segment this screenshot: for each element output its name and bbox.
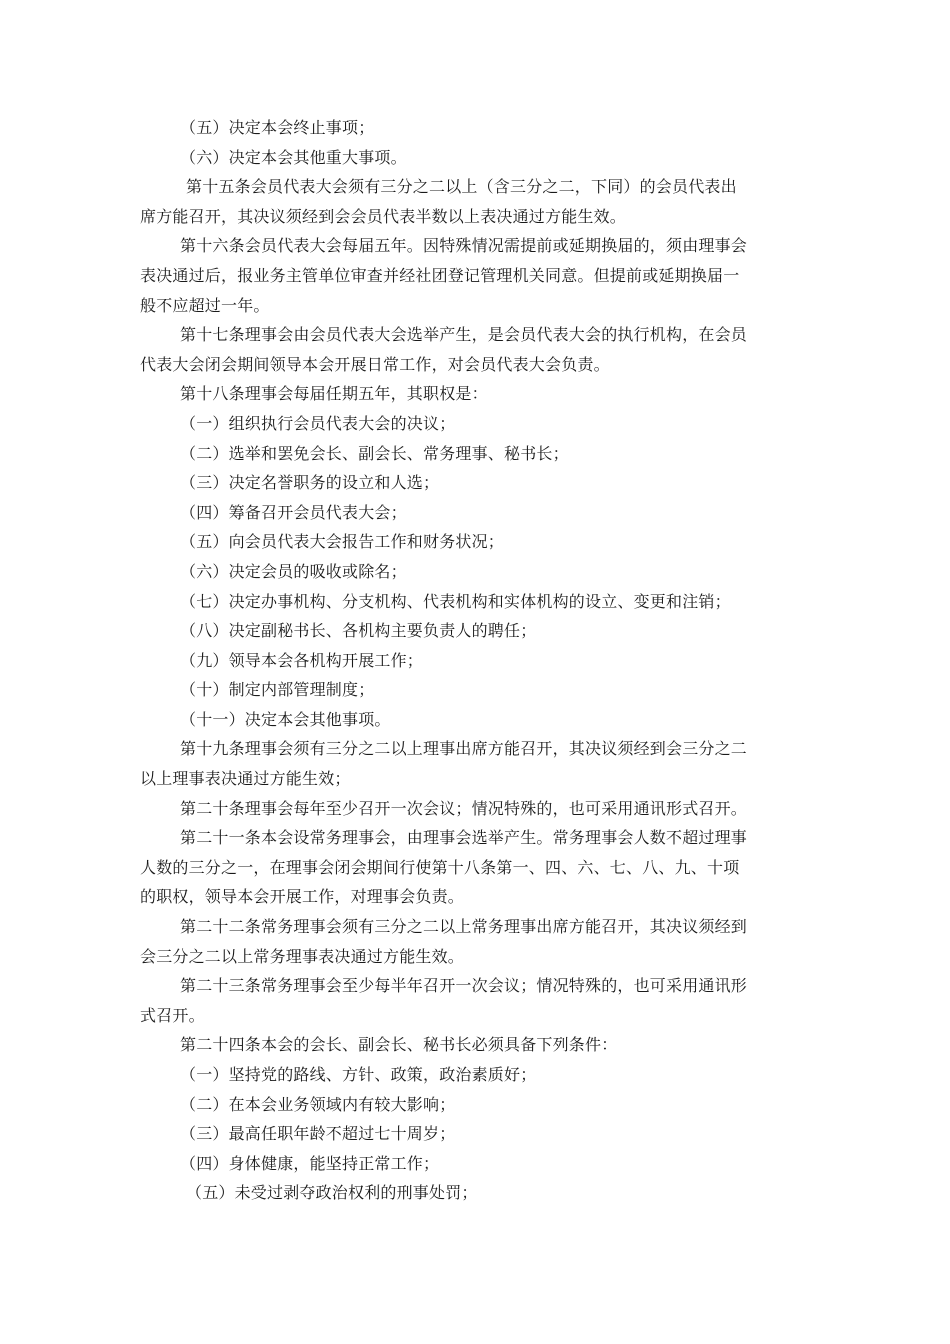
list-item: （十）制定内部管理制度； xyxy=(180,680,375,700)
article-paragraph-continuation: 的职权，领导本会开展工作，对理事会负责。 xyxy=(140,887,465,907)
list-item: （一）组织执行会员代表大会的决议； xyxy=(180,413,456,433)
article-paragraph: 第十八条理事会每届任期五年，其职权是： xyxy=(180,384,488,404)
list-item: （五）决定本会终止事项； xyxy=(180,118,375,137)
list-item: （二）在本会业务领域内有较大影响； xyxy=(180,1094,456,1114)
article-paragraph: 第十七条理事会由会员代表大会选举产生，是会员代表大会的执行机构，在会员 xyxy=(180,325,748,345)
article-paragraph-continuation: 会三分之二以上常务理事表决通过方能生效。 xyxy=(140,946,465,966)
article-paragraph: 第十九条理事会须有三分之二以上理事出席方能召开，其决议须经到会三分之二 xyxy=(180,739,748,759)
list-item: （二）选举和罢免会长、副会长、常务理事、秘书长； xyxy=(180,443,569,463)
list-item: （五）未受过剥夺政治权利的刑事处罚； xyxy=(186,1183,478,1203)
list-item: （三）最高任职年龄不超过七十周岁； xyxy=(180,1124,456,1144)
article-paragraph-continuation: 式召开。 xyxy=(140,1005,205,1025)
article-paragraph-continuation: 人数的三分之一，在理事会闭会期间行使第十八条第一、四、六、七、八、九、十项 xyxy=(140,857,740,877)
article-paragraph-continuation: 表决通过后，报业务主管单位审查并经社团登记管理机关同意。但提前或延期换届一 xyxy=(140,265,740,285)
list-item: （一）坚持党的路线、方针、政策，政治素质好； xyxy=(180,1065,537,1084)
list-item: （六）决定会员的吸收或除名； xyxy=(180,561,407,581)
list-item: （四）筹备召开会员代表大会； xyxy=(180,502,407,522)
article-paragraph: 第二十三条常务理事会至少每半年召开一次会议；情况特殊的，也可采用通讯形 xyxy=(180,976,748,996)
list-item: （十一）决定本会其他事项。 xyxy=(180,709,391,729)
article-paragraph: 第十六条会员代表大会每届五年。因特殊情况需提前或延期换届的，须由理事会 xyxy=(180,236,748,256)
article-paragraph-continuation: 般不应超过一年。 xyxy=(140,295,270,315)
article-paragraph: 第二十条理事会每年至少召开一次会议；情况特殊的，也可采用通讯形式召开。 xyxy=(180,798,748,818)
list-item: （三）决定名誉职务的设立和人选； xyxy=(180,473,440,493)
article-paragraph: 第二十一条本会设常务理事会，由理事会选举产生。常务理事会人数不超过理事 xyxy=(180,828,748,848)
document-body xyxy=(140,113,820,1208)
article-paragraph-continuation: 代表大会闭会期间领导本会开展日常工作，对会员代表大会负责。 xyxy=(140,354,610,374)
article-paragraph: 第二十四条本会的会长、副会长、秘书长必须具备下列条件： xyxy=(180,1035,618,1055)
list-item: （七）决定办事机构、分支机构、代表机构和实体机构的设立、变更和注销； xyxy=(180,591,731,611)
list-item: （九）领导本会各机构开展工作； xyxy=(180,650,424,670)
list-item: （六）决定本会其他重大事项。 xyxy=(180,147,407,167)
article-paragraph: 第二十二条常务理事会须有三分之二以上常务理事出席方能召开，其决议须经到 xyxy=(180,917,748,937)
list-item: （四）身体健康，能坚持正常工作； xyxy=(180,1153,440,1173)
article-paragraph-continuation: 以上理事表决通过方能生效； xyxy=(140,769,351,789)
list-item: （五）向会员代表大会报告工作和财务状况； xyxy=(180,532,505,552)
list-item: （八）决定副秘书长、各机构主要负责人的聘任； xyxy=(180,621,537,641)
article-paragraph-continuation: 席方能召开，其决议须经到会会员代表半数以上表决通过方能生效。 xyxy=(140,206,627,226)
article-paragraph: 第十五条会员代表大会须有三分之二以上（含三分之二，下同）的会员代表出 xyxy=(186,177,737,197)
